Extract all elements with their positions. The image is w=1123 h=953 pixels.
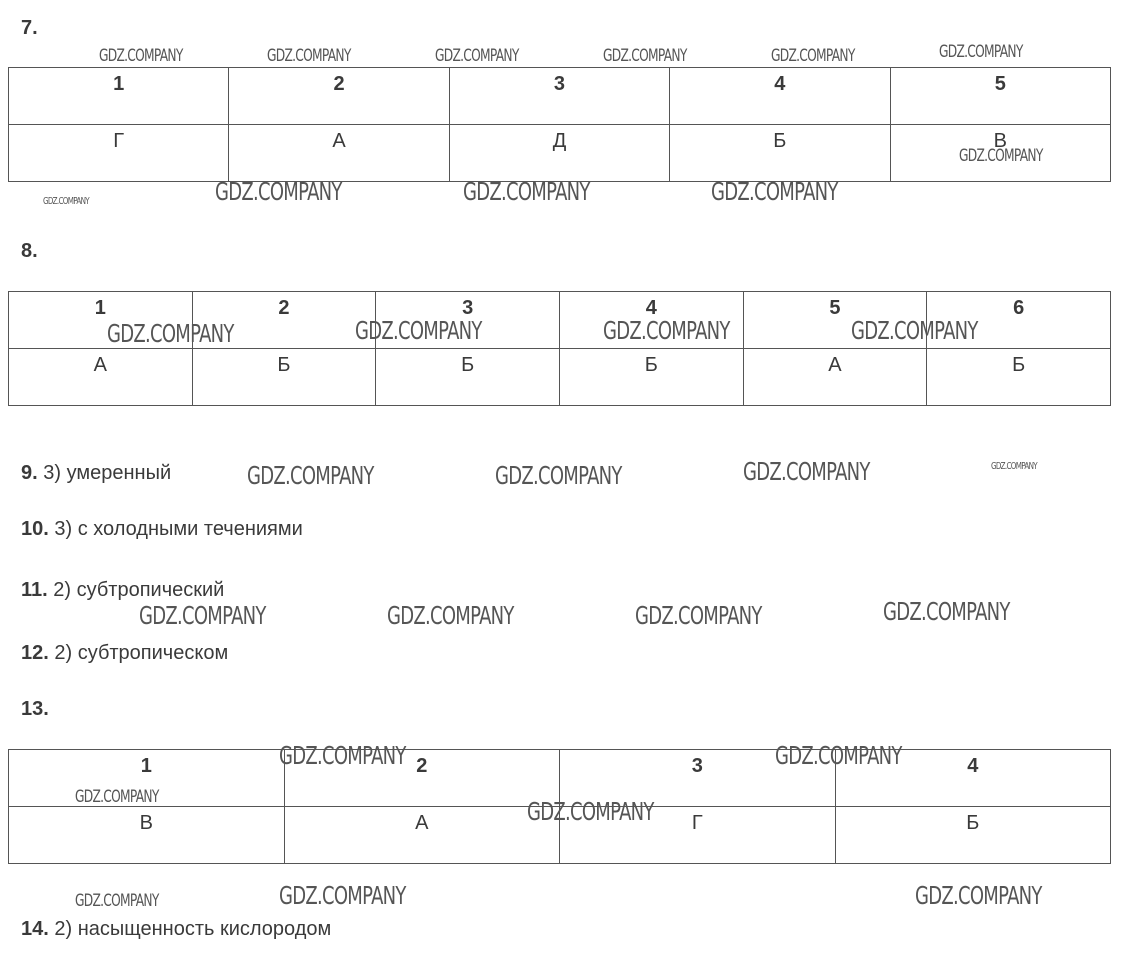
watermark: GDZ.COMPANY bbox=[939, 42, 1023, 62]
table-answer-cell: А bbox=[284, 807, 560, 864]
question-14-number: 14. bbox=[21, 918, 49, 940]
watermark: GDZ.COMPANY bbox=[107, 319, 234, 348]
question-8-table bbox=[8, 291, 1111, 406]
watermark: GDZ.COMPANY bbox=[279, 741, 406, 770]
table-header-cell: 4 bbox=[559, 292, 743, 349]
question-11-text: 2) субтропический bbox=[53, 579, 225, 601]
watermark: GDZ.COMPANY bbox=[75, 891, 159, 911]
watermark: GDZ.COMPANY bbox=[711, 177, 838, 206]
watermark: GDZ.COMPANY bbox=[247, 461, 374, 490]
table-header-cell: 2 bbox=[284, 750, 560, 807]
table-answer-cell: А bbox=[743, 349, 927, 406]
question-13-number: 13. bbox=[21, 698, 49, 720]
watermark: GDZ.COMPANY bbox=[527, 797, 654, 826]
watermark: GDZ.COMPANY bbox=[495, 461, 622, 490]
table-answer-row bbox=[9, 125, 1111, 182]
table-header-cell: 6 bbox=[927, 292, 1111, 349]
table-header-cell: 1 bbox=[9, 292, 193, 349]
watermark: GDZ.COMPANY bbox=[991, 461, 1037, 472]
table-answer-cell: Б bbox=[927, 349, 1111, 406]
question-12-text: 2) субтропическом bbox=[54, 642, 229, 664]
watermark: GDZ.COMPANY bbox=[635, 601, 762, 630]
question-12-number: 12. bbox=[21, 642, 49, 664]
watermark: GDZ.COMPANY bbox=[355, 316, 482, 345]
watermark: GDZ.COMPANY bbox=[43, 196, 89, 207]
watermark: GDZ.COMPANY bbox=[603, 46, 687, 66]
table-header-cell: 5 bbox=[890, 68, 1110, 125]
watermark: GDZ.COMPANY bbox=[99, 46, 183, 66]
watermark: GDZ.COMPANY bbox=[915, 881, 1042, 910]
table-header-cell: 3 bbox=[376, 292, 560, 349]
question-14-answer bbox=[21, 918, 331, 941]
table-answer-cell: Д bbox=[449, 125, 669, 182]
table-header-cell: 1 bbox=[9, 68, 229, 125]
watermark: GDZ.COMPANY bbox=[743, 457, 870, 486]
table-answer-cell: Б bbox=[670, 125, 890, 182]
table-header-cell: 1 bbox=[9, 750, 285, 807]
table-header-cell: 5 bbox=[743, 292, 927, 349]
table-answer-cell: Б bbox=[835, 807, 1111, 864]
question-9-answer bbox=[21, 462, 171, 485]
question-7-number: 7. bbox=[21, 17, 38, 39]
watermark: GDZ.COMPANY bbox=[139, 601, 266, 630]
watermark: GDZ.COMPANY bbox=[435, 46, 519, 66]
watermark: GDZ.COMPANY bbox=[279, 881, 406, 910]
question-9-number: 9. bbox=[21, 462, 38, 484]
watermark: GDZ.COMPANY bbox=[463, 177, 590, 206]
watermark: GDZ.COMPANY bbox=[267, 46, 351, 66]
table-header-cell: 3 bbox=[560, 750, 836, 807]
table-answer-cell: А bbox=[229, 125, 449, 182]
watermark: GDZ.COMPANY bbox=[387, 601, 514, 630]
question-8-number: 8. bbox=[21, 240, 38, 262]
table-answer-row bbox=[9, 349, 1111, 406]
table-header-cell: 4 bbox=[670, 68, 890, 125]
table-answer-cell: А bbox=[9, 349, 193, 406]
question-7-table bbox=[8, 67, 1111, 182]
table-answer-cell: В bbox=[9, 807, 285, 864]
question-10-text: 3) с холодными течениями bbox=[54, 518, 303, 540]
table-header-cell: 2 bbox=[229, 68, 449, 125]
question-10-number: 10. bbox=[21, 518, 49, 540]
question-11-answer bbox=[21, 579, 224, 602]
watermark: GDZ.COMPANY bbox=[883, 597, 1010, 626]
table-answer-cell: В bbox=[890, 125, 1110, 182]
question-9-text: 3) умеренный bbox=[43, 462, 172, 484]
question-11-number: 11. bbox=[21, 579, 48, 601]
watermark: GDZ.COMPANY bbox=[215, 177, 342, 206]
table-answer-cell: Г bbox=[560, 807, 836, 864]
watermark: GDZ.COMPANY bbox=[771, 46, 855, 66]
watermark: GDZ.COMPANY bbox=[959, 146, 1043, 166]
question-10-answer bbox=[21, 518, 303, 541]
table-header-cell: 2 bbox=[192, 292, 376, 349]
watermark: GDZ.COMPANY bbox=[603, 316, 730, 345]
question-12-answer bbox=[21, 642, 228, 665]
watermark: GDZ.COMPANY bbox=[851, 316, 978, 345]
table-header-row bbox=[9, 68, 1111, 125]
question-14-text: 2) насыщенность кислородом bbox=[54, 918, 332, 940]
table-answer-cell: Б bbox=[192, 349, 376, 406]
table-header-cell: 4 bbox=[835, 750, 1111, 807]
table-answer-cell: Б bbox=[376, 349, 560, 406]
watermark: GDZ.COMPANY bbox=[775, 741, 902, 770]
table-answer-cell: Б bbox=[559, 349, 743, 406]
watermark: GDZ.COMPANY bbox=[75, 787, 159, 807]
table-header-cell: 3 bbox=[449, 68, 669, 125]
table-answer-cell: Г bbox=[9, 125, 229, 182]
